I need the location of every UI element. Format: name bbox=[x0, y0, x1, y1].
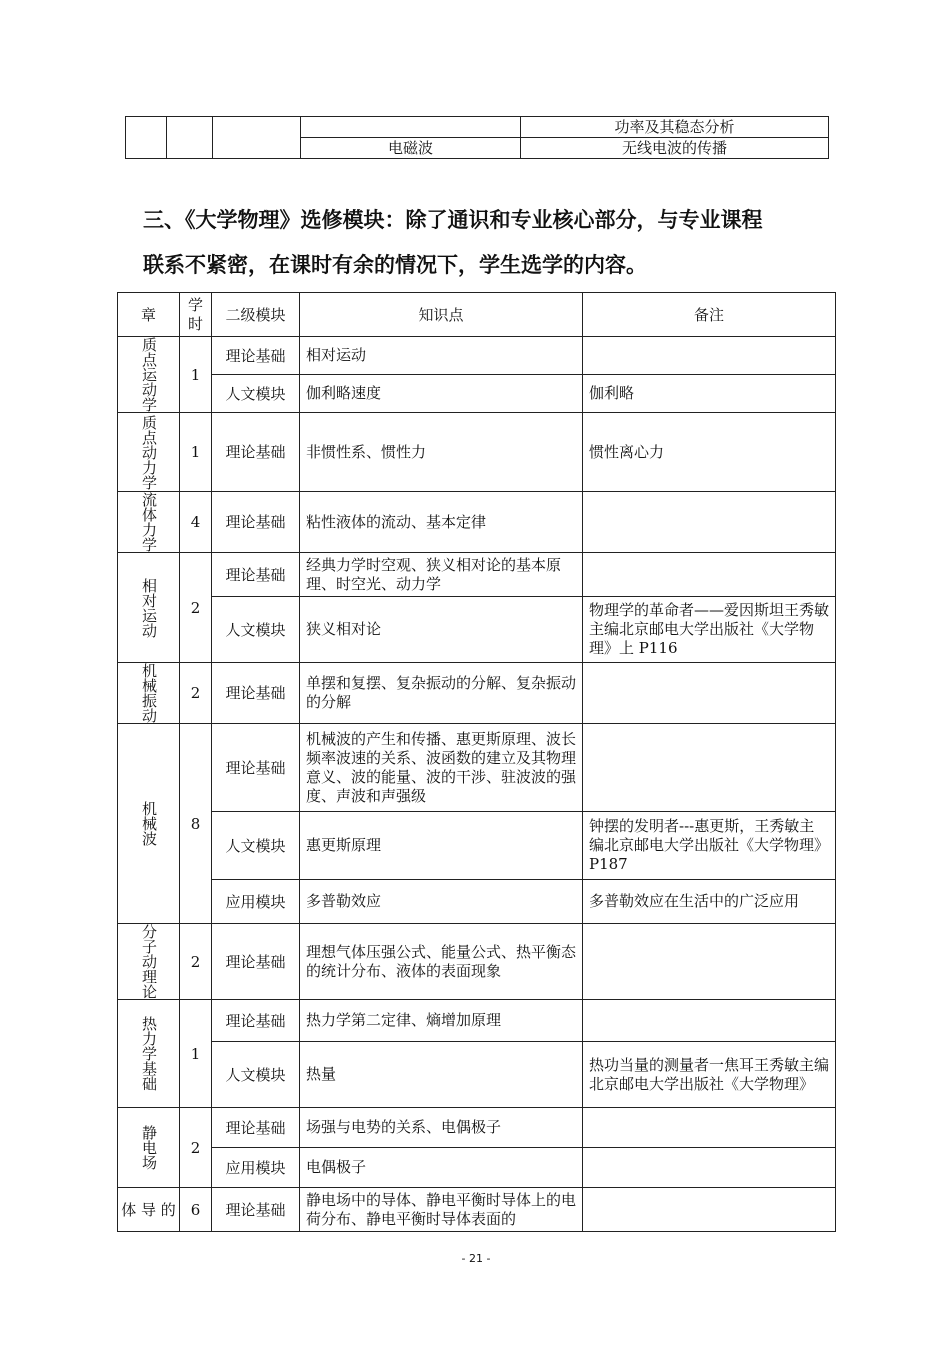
module-cell: 理论基础 bbox=[212, 337, 300, 375]
note-cell: 钟摆的发明者---惠更斯，王秀敏主编北京邮电大学出版社《大学物理》P187 bbox=[583, 812, 836, 880]
chapter-cell bbox=[118, 1000, 180, 1108]
point-cell: 无线电波的传播 bbox=[521, 138, 829, 159]
blank-cell bbox=[167, 117, 213, 159]
module-cell: 理论基础 bbox=[212, 924, 300, 1000]
module-cell: 人文模块 bbox=[212, 375, 300, 413]
knowledge-point-cell: 惠更斯原理 bbox=[300, 812, 583, 880]
chapter-name: 分子动理论 bbox=[140, 924, 158, 999]
note-cell: 物理学的革命者——爱因斯坦王秀敏主编北京邮电大学出版社《大学物理》上 P116 bbox=[583, 597, 836, 663]
chapter-wrap bbox=[118, 924, 179, 999]
note-cell bbox=[583, 724, 836, 812]
knowledge-point-cell: 电偶极子 bbox=[300, 1148, 583, 1188]
module-cell: 应用模块 bbox=[212, 880, 300, 924]
chapter-wrap bbox=[118, 337, 179, 412]
note-cell: 伽利略 bbox=[583, 375, 836, 413]
table-row bbox=[118, 663, 836, 724]
table-row bbox=[118, 413, 836, 492]
note-cell bbox=[583, 492, 836, 553]
header-chapter-label: 章 bbox=[140, 305, 156, 324]
chapter-name: 机械波 bbox=[140, 801, 158, 846]
header-note bbox=[583, 293, 836, 337]
module-cell bbox=[301, 117, 521, 138]
chapter-wrap bbox=[118, 801, 179, 846]
header-point-label: 知识点 bbox=[418, 305, 464, 324]
chapter-wrap bbox=[118, 578, 179, 638]
knowledge-point-cell: 热量 bbox=[300, 1042, 583, 1108]
chapter-cell bbox=[118, 1188, 180, 1232]
knowledge-point-cell: 热力学第二定律、熵增加原理 bbox=[300, 1000, 583, 1042]
header-module bbox=[212, 293, 300, 337]
chapter-name: 相对运动 bbox=[140, 577, 158, 638]
knowledge-point-cell: 场强与电势的关系、电偶极子 bbox=[300, 1108, 583, 1148]
header-hours bbox=[180, 293, 212, 337]
hours-cell: 6 bbox=[180, 1188, 212, 1232]
chapter-name: 体 导 的 bbox=[121, 1200, 176, 1219]
knowledge-point-cell: 多普勒效应 bbox=[300, 880, 583, 924]
module-cell: 理论基础 bbox=[212, 724, 300, 812]
module-cell: 理论基础 bbox=[212, 1108, 300, 1148]
chapter-cell bbox=[118, 492, 180, 553]
note-cell bbox=[583, 1000, 836, 1042]
table-row bbox=[118, 1042, 836, 1108]
chapter-name: 热力学基础 bbox=[140, 1016, 158, 1091]
note-cell bbox=[583, 337, 836, 375]
note-cell: 热功当量的测量者一焦耳王秀敏主编北京邮电大学出版社《大学物理》 bbox=[583, 1042, 836, 1108]
hours-cell: 8 bbox=[180, 724, 212, 924]
hours-cell: 1 bbox=[180, 413, 212, 492]
knowledge-point-cell: 机械波的产生和传播、惠更斯原理、波长频率波速的关系、波函数的建立及其物理意义、波的能量、波的干涉、驻波波的强度、声波和声强级 bbox=[300, 724, 583, 812]
section-heading-line-1: 三、《大学物理》选修模块：除了通识和专业核心部分，与专业课程 bbox=[143, 208, 763, 232]
table-row bbox=[118, 492, 836, 553]
table-row bbox=[118, 375, 836, 413]
table-row bbox=[118, 597, 836, 663]
knowledge-point-cell: 伽利略速度 bbox=[300, 375, 583, 413]
chapter-cell bbox=[118, 337, 180, 413]
table-header-row bbox=[118, 293, 836, 337]
hours-cell: 4 bbox=[180, 492, 212, 553]
chapter-cell bbox=[118, 1108, 180, 1188]
knowledge-point-cell: 经典力学时空观、狭义相对论的基本原理、时空光、动力学 bbox=[300, 553, 583, 597]
header-chapter bbox=[118, 293, 180, 337]
note-cell bbox=[583, 1188, 836, 1232]
table-row bbox=[118, 880, 836, 924]
module-cell: 理论基础 bbox=[212, 553, 300, 597]
note-cell bbox=[583, 663, 836, 724]
blank-cell bbox=[213, 117, 301, 159]
module-cell: 人文模块 bbox=[212, 812, 300, 880]
chapter-wrap bbox=[118, 663, 179, 723]
blank-cell bbox=[126, 117, 167, 159]
chapter-wrap bbox=[118, 415, 179, 490]
note-cell bbox=[583, 924, 836, 1000]
table-row bbox=[126, 117, 829, 138]
chapter-cell bbox=[118, 663, 180, 724]
chapter-wrap bbox=[118, 1016, 179, 1091]
knowledge-point-cell: 静电场中的导体、静电平衡时导体上的电荷分布、静电平衡时导体表面的 bbox=[300, 1188, 583, 1232]
chapter-wrap bbox=[118, 1125, 179, 1170]
continued-table bbox=[125, 116, 829, 159]
hours-cell: 2 bbox=[180, 663, 212, 724]
table-row bbox=[118, 1188, 836, 1232]
module-cell: 理论基础 bbox=[212, 413, 300, 492]
knowledge-point-cell: 理想气体压强公式、能量公式、热平衡态的统计分布、液体的表面现象 bbox=[300, 924, 583, 1000]
chapter-cell bbox=[118, 553, 180, 663]
module-cell: 应用模块 bbox=[212, 1148, 300, 1188]
table-row bbox=[118, 812, 836, 880]
chapter-name: 流体力学 bbox=[140, 492, 158, 552]
module-cell: 理论基础 bbox=[212, 1188, 300, 1232]
note-cell bbox=[583, 553, 836, 597]
hours-cell: 2 bbox=[180, 924, 212, 1000]
table-row bbox=[118, 724, 836, 812]
note-cell: 惯性离心力 bbox=[583, 413, 836, 492]
module-cell: 理论基础 bbox=[212, 492, 300, 553]
knowledge-point-cell: 狭义相对论 bbox=[300, 597, 583, 663]
chapter-cell bbox=[118, 724, 180, 924]
chapter-wrap bbox=[118, 1200, 179, 1220]
chapter-cell bbox=[118, 413, 180, 492]
header-point bbox=[300, 293, 583, 337]
hours-cell: 2 bbox=[180, 553, 212, 663]
hours-cell: 1 bbox=[180, 1000, 212, 1108]
module-cell: 人文模块 bbox=[212, 597, 300, 663]
chapter-cell bbox=[118, 924, 180, 1000]
knowledge-point-cell: 单摆和复摆、复杂振动的分解、复杂振动的分解 bbox=[300, 663, 583, 724]
section-heading-line-2: 联系不紧密，在课时有余的情况下，学生选学的内容。 bbox=[143, 253, 647, 277]
chapter-name: 静电场 bbox=[140, 1125, 158, 1170]
chapter-wrap bbox=[118, 492, 179, 552]
knowledge-point-cell: 非惯性系、惯性力 bbox=[300, 413, 583, 492]
header-note-label: 备注 bbox=[693, 305, 724, 324]
elective-module-table bbox=[117, 292, 836, 1232]
module-cell: 理论基础 bbox=[212, 1000, 300, 1042]
chapter-name: 机械振动 bbox=[140, 663, 158, 723]
table-row bbox=[118, 924, 836, 1000]
note-cell bbox=[583, 1148, 836, 1188]
header-hours-label: 学时 bbox=[187, 295, 203, 333]
module-cell: 理论基础 bbox=[212, 663, 300, 724]
hours-cell: 2 bbox=[180, 1108, 212, 1188]
note-cell: 多普勒效应在生活中的广泛应用 bbox=[583, 880, 836, 924]
point-cell: 功率及其稳态分析 bbox=[521, 117, 829, 138]
module-cell: 人文模块 bbox=[212, 1042, 300, 1108]
page-number: - 21 - bbox=[461, 1252, 491, 1265]
table-row bbox=[118, 1000, 836, 1042]
table-row bbox=[118, 1108, 836, 1148]
table-row bbox=[118, 1148, 836, 1188]
knowledge-point-cell: 相对运动 bbox=[300, 337, 583, 375]
hours-cell: 1 bbox=[180, 337, 212, 413]
header-module-label: 二级模块 bbox=[225, 305, 286, 324]
table-row bbox=[118, 553, 836, 597]
module-cell: 电磁波 bbox=[301, 138, 521, 159]
chapter-name: 质点动力学 bbox=[140, 414, 158, 490]
table-row bbox=[118, 337, 836, 375]
note-cell bbox=[583, 1108, 836, 1148]
chapter-name: 质点运动学 bbox=[140, 337, 158, 412]
knowledge-point-cell: 粘性液体的流动、基本定律 bbox=[300, 492, 583, 553]
